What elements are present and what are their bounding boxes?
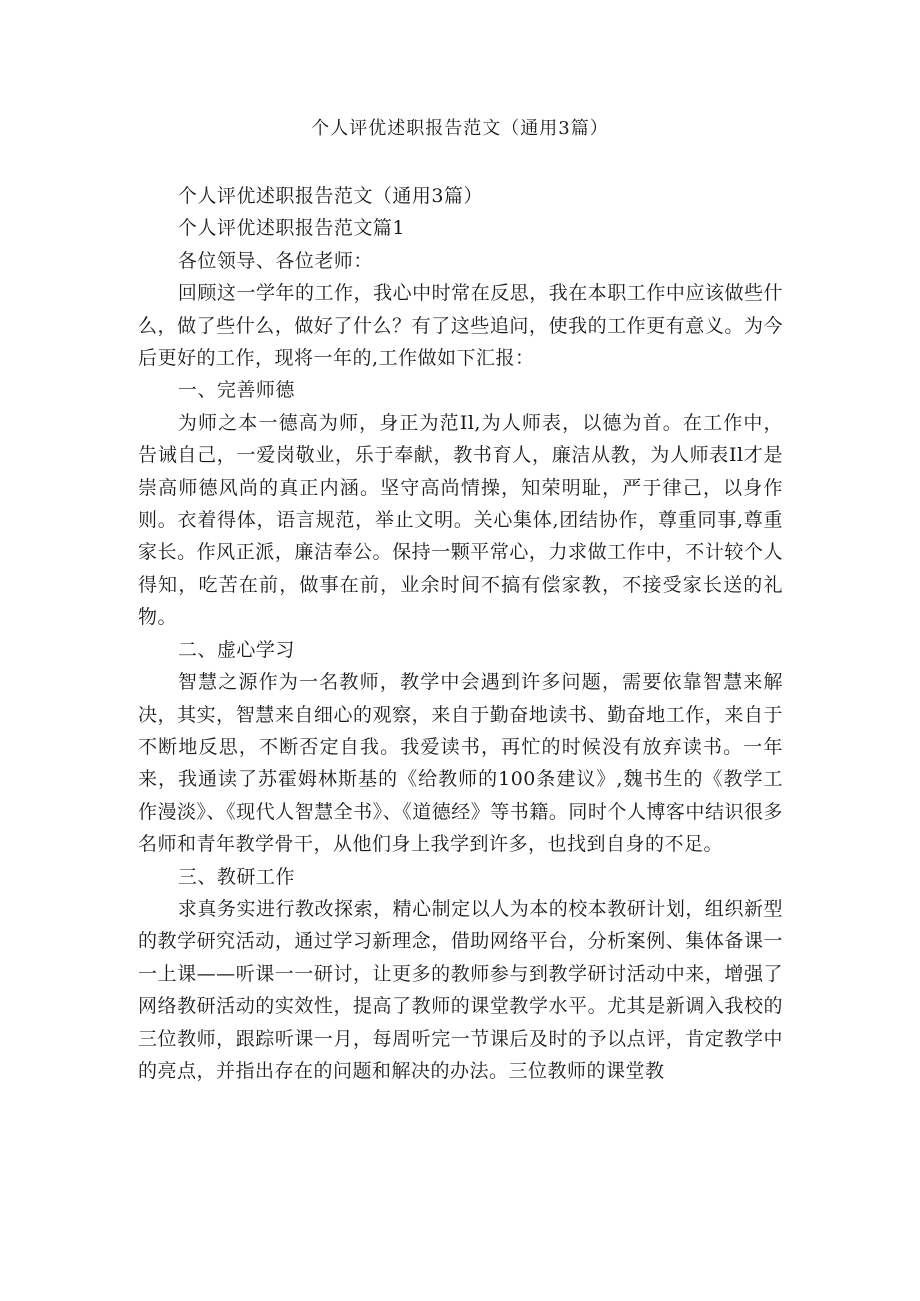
paragraph-heading-2: 二、虚心学习 (177, 638, 295, 661)
document-title: 个人评优述职报告范文（通用3篇） (311, 118, 609, 139)
paragraph-section-heading: 个人评优述职报告范文篇1 (177, 217, 405, 240)
paragraph-heading-3: 三、教研工作 (177, 865, 295, 888)
document-body (138, 180, 783, 1087)
paragraph-subtitle: 个人评优述职报告范文（通用3篇） (177, 185, 483, 207)
paragraph-research: 求真务实进行教改探索，精心制定以人为本的校本教研计划，组织新型的教学研究活动，通过学习新理念，借助网络平台，分析案例、集体备课一一上课——听课一一研讨，让更多的教师参与到教学研讨活动中来，增强了网络教研活动的实效性，提高了教师的课堂教学水平。尤其是新调入我校的三位教师，跟踪听课一月，每周听完一节课后及时的予以点评，肯定教学中的亮点，并指出存在的问题和解决的办法。三位教师的课堂教 (138, 897, 783, 1082)
paragraph-salutation: 各位领导、各位老师： (177, 249, 373, 272)
paragraph-learning: 智慧之源作为一名教师，教学中会遇到许多问题，需要依靠智慧来解决，其实，智慧来自细心的观察，来自于勤奋地读书、勤奋地工作，来自于不断地反思，不断否定自我。我爱读书，再忙的时候没有放弃读书。一年来，我通读了苏霍姆林斯基的《给教师的100条建议》,魏书生的《教学工作漫淡》、《现代人智慧全书》、《道德经》等书籍。同时个人博客中结识很多名师和青年教学骨干，从他们身上我学到许多，也找到自身的不足。 (138, 671, 783, 856)
paragraph-heading-1: 一、完善师德 (177, 379, 295, 402)
paragraph-intro: 回顾这一学年的工作，我心中时常在反思，我在本职工作中应该做些什么，做了些什么，做好了什么？有了这些追问，使我的工作更有意义。为今后更好的工作，现将一年的,工作做如下汇报： (138, 282, 783, 370)
paragraph-ethics: 为师之本一德高为师，身正为范Il,为人师表，以德为首。在工作中，告诫自己，一爱岗敬业，乐于奉献，教书育人，廉洁从教，为人师表Il才是崇高师德风尚的真正内涵。坚守高尚情操，知荣明耻，严于律己，以身作则。衣着得体，语言规范，举止文明。关心集体,团结协作，尊重同事,尊重家长。作风正派，廉洁奉公。保持一颗平常心，力求做工作中，不计较个人得知，吃苦在前，做事在前，业余时间不搞有偿家教，不接受家长送的礼物。 (138, 411, 783, 629)
